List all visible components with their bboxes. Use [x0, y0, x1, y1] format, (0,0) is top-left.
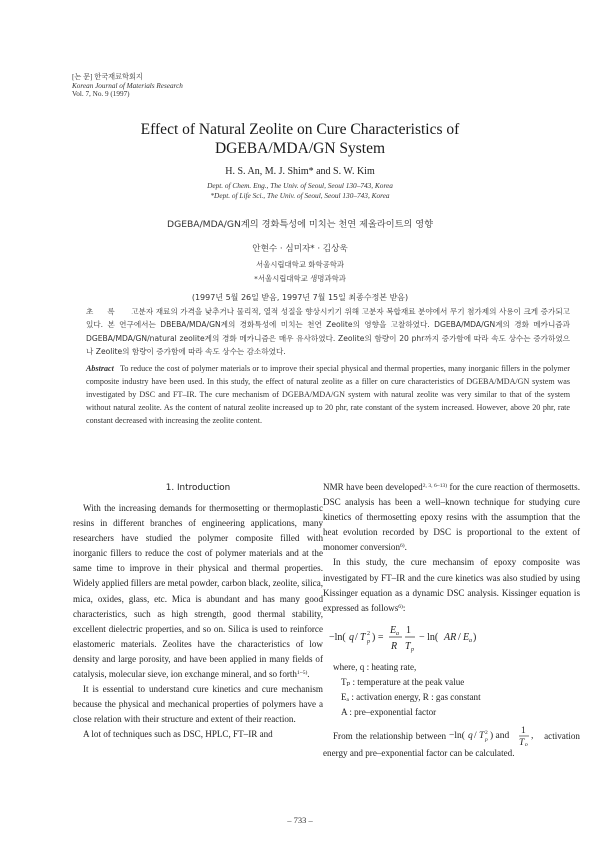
right-paragraph-3: From the relationship between −ln( q / T 2 p ) and 1 T p , activation energy and pre–exponential factor can be calculated.: [323, 726, 580, 759]
svg-text:a: a: [469, 637, 472, 644]
journal-header: [72, 73, 183, 99]
korean-abstract-text: 고분자 재료의 가격을 낮추거나 물리적, 열적 성질을 향상시키기 위해 고분자 복합재료 분야에서 무기 첨가제의 사용이 크게 증가되고 있다. 본 연구에서는 DBEBA/MDA/GN계의 경화특성에 미치는 천연 Zeolite의 영향을 고찰하였다. DGEBA/MDA/GN계의 경화 메카니즘과 DGEBA/MDA/GN/natural zeolite계의 경화 메카니즘은 매우 유사하였다. Zeolite의 함량이 20 phr까지 증가함에 따라 속도 상수는 증가하였으나 Zeolite의 함량이 증가함에 따라 속도 상수는 감소하였다.: [86, 307, 570, 356]
korean-authors: 안현수 · 심미자* · 김상욱: [252, 244, 348, 254]
svg-text:p: p: [525, 742, 528, 747]
svg-text:1: 1: [521, 726, 526, 737]
affiliations: [0, 181, 600, 201]
intro-paragraph-1: With the increasing demands for thermosetting or thermoplastic resins in different branches of engineering applications, many researchers have studied the polymer composite filled with inorganic fillers to reduce the cost of polymer materials and at the same time to improve in their physical and thermal properties. Widely applied fillers are metal powder, carbon black, zeolite, silica, mica, oxides, glass, etc. Mica is abundant and has many good characteristics, such as high strength, good thermal stability, excellent dielectric properties, and so on. Silica is used to reinforce elastomeric materials. Zeolites have the characteristics of low density and large porosity, and have been applied in many fields of catalysis, molecular sieve, ion exchange mineral, and so forth$^{1\sim 5)}$.: [73, 503, 324, 680]
svg-text:E: E: [463, 631, 470, 643]
definition-where: where, q : heating rate,: [333, 661, 417, 672]
svg-text:) and: ) and: [490, 731, 510, 742]
korean-affiliation-2: *서울시립대학교 생명과학과: [254, 274, 346, 283]
english-abstract: [86, 362, 570, 427]
intro-paragraph-2: It is essential to understand cure kinetics and cure mechanism because the physical and mechanical properties of polymers have a close relation with their structure and extent of their reaction.: [73, 684, 323, 725]
svg-text:p: p: [367, 638, 370, 645]
citation: 6): [398, 603, 403, 610]
svg-text:1: 1: [406, 624, 411, 636]
page-number: – 733 –: [287, 815, 313, 825]
citation: 1~5): [296, 670, 308, 677]
equation-definitions: [323, 660, 580, 720]
svg-text:) =: ) =: [372, 631, 384, 643]
abstract-label: Abstract: [86, 364, 114, 373]
korean-abstract-label: 초록: [86, 307, 129, 316]
svg-text:−ln(: −ln(: [449, 731, 466, 742]
svg-text:/: /: [458, 631, 461, 643]
svg-text:q: q: [349, 631, 354, 643]
svg-text:p: p: [485, 737, 488, 744]
abstract-text: To reduce the cost of polymer materials or to improve their special physical and thermal properties, many inorganic fillers in the polymer composite industry have been used. In this study, the effect of natural zeolite as a filler on cure characteristics of DGEBA/MDA/GN system was investigated by DSC and FT–IR. The cure mechanism of DGEBA/MDA/GN system with natural zeolite was very similar to that of the system without natural zeolite. As the content of natural zeolite increased up to 20 phr, rate constant of the system increased. However, above 20 phr, rate constant decreased with increasing the zeolite content.: [86, 364, 570, 426]
svg-text:− ln(: − ln(: [419, 631, 439, 643]
citation: 6): [400, 543, 405, 550]
journal-volume: Vol. 7, No. 9 (1997): [72, 90, 130, 99]
definition-tp: Tₚ : temperature at the peak value: [341, 676, 465, 687]
svg-text:−ln(: −ln(: [329, 631, 346, 643]
korean-affiliations: [0, 258, 600, 286]
left-column: [73, 480, 323, 743]
section-heading-introduction: 1. Introduction: [165, 483, 231, 493]
svg-text:p: p: [411, 646, 414, 653]
citation: 2, 3, 6~13): [422, 483, 448, 489]
svg-text:E: E: [390, 624, 397, 636]
svg-text:2: 2: [485, 730, 488, 737]
paper-title-line-1: Effect of Natural Zeolite on Cure Characteristics of: [140, 121, 460, 138]
right-column: [323, 480, 580, 761]
received-dates: (1997년 5월 26일 받음, 1997년 7월 15일 최종수정본 받음): [191, 293, 409, 302]
svg-text:,: ,: [531, 731, 534, 742]
svg-text:q: q: [468, 731, 473, 742]
svg-text:): ): [473, 631, 477, 643]
svg-text:T: T: [405, 640, 411, 652]
svg-text:2: 2: [367, 630, 370, 637]
svg-text:T: T: [519, 738, 525, 747]
intro-paragraph-3: A lot of techniques such as DSC, HPLC, FT–IR and: [83, 729, 273, 740]
authors: H. S. An, M. J. Shim* and S. W. Kim: [225, 166, 375, 177]
svg-text:/: /: [355, 631, 358, 643]
relationship-formula: [449, 724, 541, 746]
definition-a: A : pre–exponential factor: [341, 707, 437, 718]
definition-ea: Eₐ : activation energy, R : gas constant: [341, 692, 481, 703]
affiliation-1: Dept. of Chem. Eng., The Univ. of Seoul, Seoul 130–743, Korea: [207, 181, 393, 190]
svg-text:R: R: [391, 640, 398, 652]
svg-text:T: T: [360, 631, 366, 643]
journal-english-name: Korean Journal of Materials Research: [72, 81, 183, 90]
paper-title-line-2: DGEBA/MDA/GN System: [214, 139, 386, 157]
svg-text:T: T: [479, 731, 485, 742]
korean-affiliation-1: 서울시립대학교 화학공학과: [255, 260, 345, 269]
affiliation-2: *Dept. of Life Sci., The Univ. of Seoul, Seoul 130–743, Korea: [210, 191, 390, 200]
paper-title: [0, 121, 600, 158]
right-paragraph-1: NMR have been developed$^{2, 3, 6\sim 13)}$ for the cure reaction of thermosetts. DSC analysis has been a well–known technique for studying cure kinetics of thermosetting epoxy resins with the assumption that the heat evolution recorded by DSC is proportional to the extent of monomer conversion$^{6)}$.: [323, 482, 580, 553]
svg-text:AR: AR: [444, 631, 457, 643]
svg-text:a: a: [396, 630, 399, 637]
svg-text:/: /: [474, 731, 477, 742]
journal-korean-name: [논 문] 한국재료학회지: [72, 73, 143, 81]
right-paragraph-2: In this study, the cure mechansim of epoxy composite was investigated by FT–IR and the cure kinetics was also studied by using Kissinger equation as a dynamic DSC analysis. Kissinger equation is expressed as follows$^{6)}$:: [323, 557, 580, 613]
korean-title: DGEBA/MDA/GN계의 경화특성에 미치는 천연 제올라이트의 영향: [167, 219, 433, 230]
korean-abstract: [86, 305, 570, 358]
kissinger-equation: [323, 616, 580, 658]
